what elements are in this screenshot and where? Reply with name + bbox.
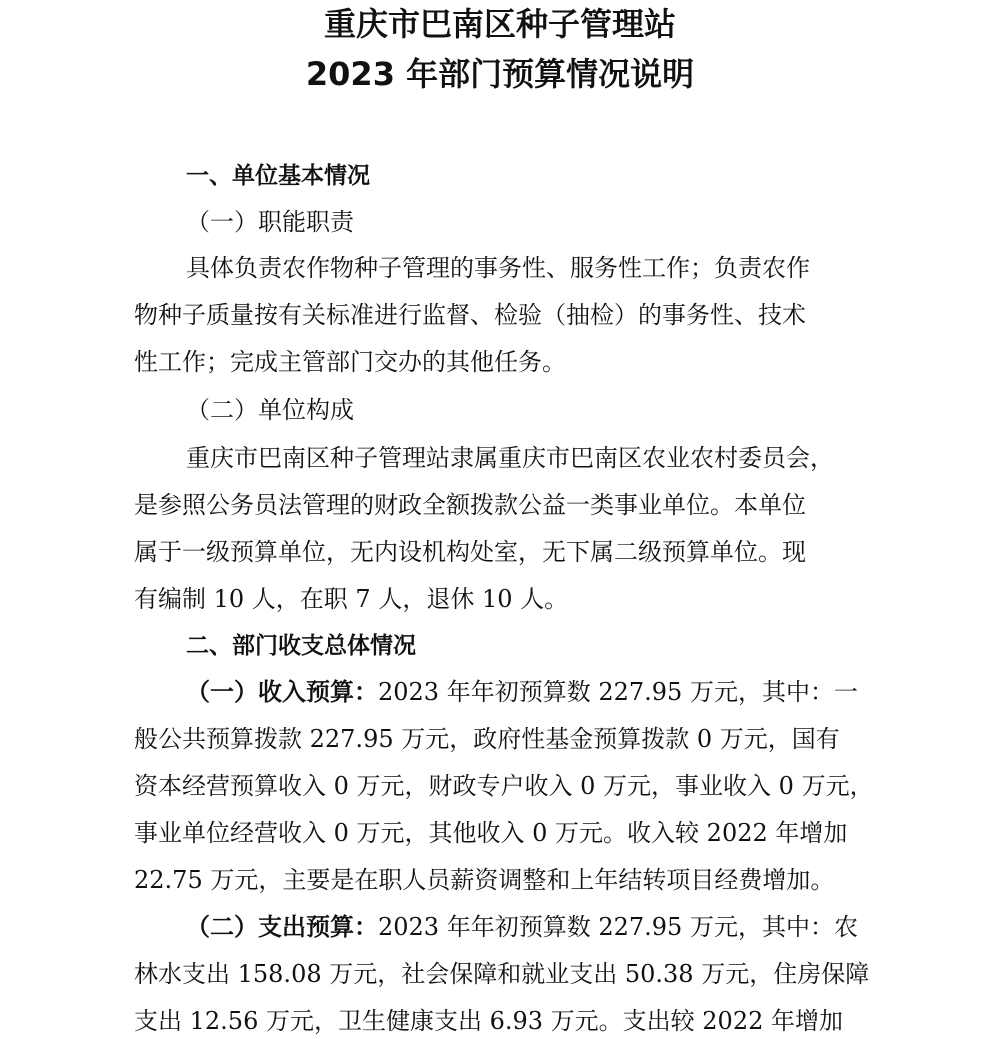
paragraph-line: 具体负责农作物种子管理的事务性、服务性工作；负责农作 <box>186 254 810 282</box>
subheading-duties: （一）职能职责 <box>186 208 354 236</box>
paragraph-line-expense <box>186 912 858 942</box>
income-label: （一）收入预算： <box>186 677 378 706</box>
paragraph-line: 支出 12.56 万元，卫生健康支出 6.93 万元。支出较 2022 年增加 <box>134 1007 843 1035</box>
paragraph-line: 是参照公务员法管理的财政全额拨款公益一类事业单位。本单位 <box>134 491 806 519</box>
paragraph-line: 资本经营预算收入 0 万元，财政专户收入 0 万元，事业收入 0 万元， <box>134 772 874 800</box>
paragraph-line: 物种子质量按有关标准进行监督、检验（抽检）的事务性、技术 <box>134 301 806 329</box>
subheading-composition: （二）单位构成 <box>186 396 354 424</box>
section-heading-basic-info: 一、单位基本情况 <box>186 163 370 189</box>
paragraph-line: 林水支出 158.08 万元，社会保障和就业支出 50.38 万元，住房保障 <box>134 960 870 988</box>
document-subtitle: 2023 年部门预算情况说明 <box>305 55 695 93</box>
paragraph-line: 重庆市巴南区种子管理站隶属重庆市巴南区农业农村委员会， <box>186 444 834 472</box>
paragraph-line: 般公共预算拨款 227.95 万元，政府性基金预算拨款 0 万元，国有 <box>134 725 840 753</box>
paragraph-line: 属于一级预算单位，无内设机构处室，无下属二级预算单位。现 <box>134 538 806 566</box>
paragraph-line: 性工作；完成主管部门交办的其他任务。 <box>134 348 566 376</box>
section-heading-budget-overview: 二、部门收支总体情况 <box>186 633 416 659</box>
paragraph-line: 有编制 10 人，在职 7 人，退休 10 人。 <box>134 585 569 613</box>
paragraph-line-income <box>186 677 858 707</box>
document-title: 重庆市巴南区种子管理站 <box>323 5 676 43</box>
paragraph-line: 事业单位经营收入 0 万元，其他收入 0 万元。收入较 2022 年增加 <box>134 819 848 847</box>
paragraph-line: 22.75 万元，主要是在职人员薪资调整和上年结转项目经费增加。 <box>134 866 835 894</box>
expense-label: （二）支出预算： <box>186 912 378 941</box>
expense-text: 2023 年年初预算数 227.95 万元，其中：农 <box>378 913 858 941</box>
income-text: 2023 年年初预算数 227.95 万元，其中：一 <box>378 678 858 706</box>
